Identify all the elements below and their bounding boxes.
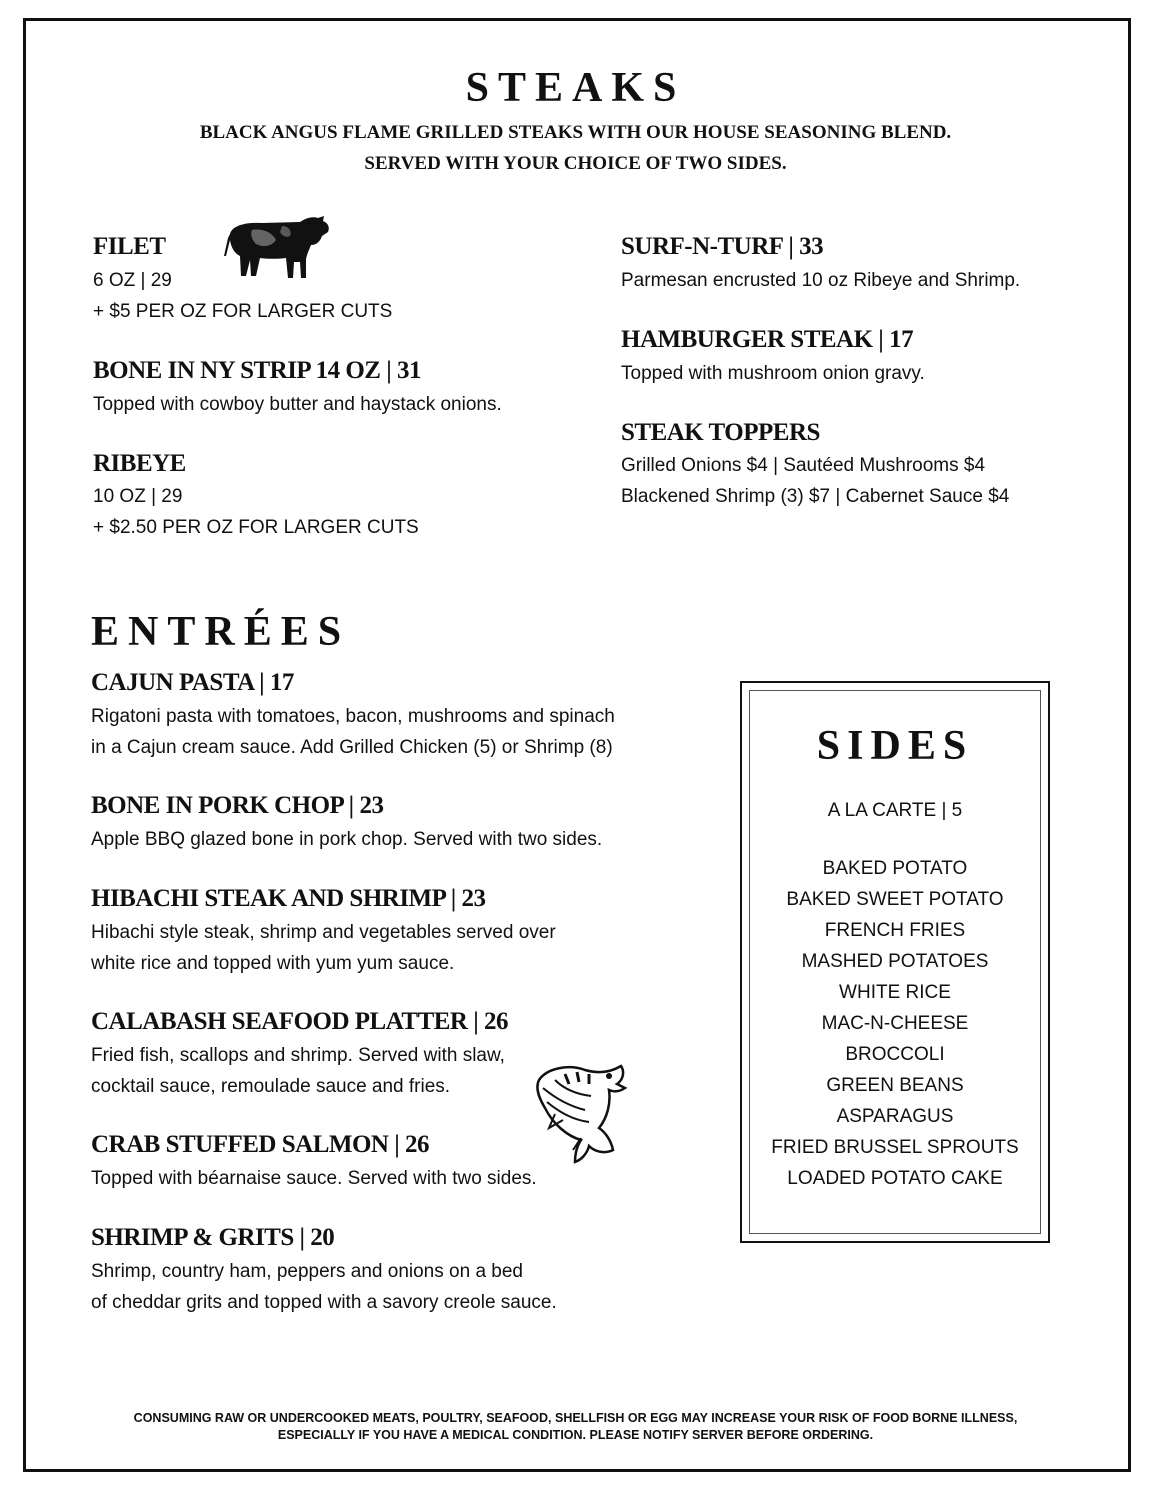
steaks-title: STEAKS (465, 65, 686, 111)
steak-toppers-name: STEAK TOPPERS (621, 419, 820, 446)
steaks-subtitle-line1: BLACK ANGUS FLAME GRILLED STEAKS WITH OUR HOUSE SEASONING BLEND. (199, 122, 952, 143)
sides-price: A LA CARTE | 5 (827, 800, 963, 821)
steak-toppers-line1: Grilled Onions $4 | Sautéed Mushrooms $4 (621, 455, 986, 476)
pork-chop-desc: Apple BBQ glazed bone in pork chop. Served with two sides. (91, 829, 603, 850)
shrimp-grits-name: SHRIMP & GRITS | 20 (91, 1224, 335, 1251)
side-item: WHITE RICE (839, 982, 951, 1003)
shrimp-grits-desc-line1: Shrimp, country ham, peppers and onions on a bed (91, 1261, 523, 1282)
cow-icon (222, 212, 332, 284)
side-item: ASPARAGUS (836, 1106, 954, 1127)
salmon-name: CRAB STUFFED SALMON | 26 (91, 1131, 429, 1158)
sides-title: SIDES (816, 723, 974, 769)
filet-name: FILET (93, 233, 166, 260)
health-disclaimer (40, 1410, 1111, 1444)
disclaimer-line1: CONSUMING RAW OR UNDERCOOKED MEATS, POULTRY, SEAFOOD, SHELLFISH OR EGG MAY INCREASE YOUR RISK OF FOOD BORNE ILLNESS, (133, 1411, 1018, 1425)
side-item: MAC-N-CHEESE (821, 1013, 969, 1034)
hamburger-steak-name: HAMBURGER STEAK | 17 (621, 326, 914, 353)
side-item: LOADED POTATO CAKE (787, 1168, 1003, 1189)
shrimp-grits-desc-line2: of cheddar grits and topped with a savory creole sauce. (91, 1292, 557, 1313)
calabash-desc-line1: Fried fish, scallops and shrimp. Served with slaw, (91, 1045, 505, 1066)
calabash-name: CALABASH SEAFOOD PLATTER | 26 (91, 1008, 508, 1035)
cajun-pasta-name: CAJUN PASTA | 17 (91, 669, 294, 696)
hibachi-desc-line1: Hibachi style steak, shrimp and vegetables served over (91, 922, 556, 943)
salmon-desc: Topped with béarnaise sauce. Served with two sides. (91, 1168, 537, 1189)
steak-toppers-line2: Blackened Shrimp (3) $7 | Cabernet Sauce $4 (621, 486, 1010, 507)
hibachi-desc-line2: white rice and topped with yum yum sauce. (91, 953, 455, 974)
entrees-title: ENTRÉES (91, 609, 351, 655)
cajun-pasta-desc-line1: Rigatoni pasta with tomatoes, bacon, mushrooms and spinach (91, 706, 615, 727)
surf-n-turf-desc: Parmesan encrusted 10 oz Ribeye and Shrimp. (621, 270, 1021, 291)
cajun-pasta-desc-line2: in a Cajun cream sauce. Add Grilled Chicken (5) or Shrimp (8) (91, 737, 613, 758)
ribeye-name: RIBEYE (93, 450, 186, 477)
fish-icon (525, 1058, 633, 1166)
side-item: FRIED BRUSSEL SPROUTS (771, 1137, 1019, 1158)
ribeye-price: 10 OZ | 29 (93, 486, 183, 507)
surf-n-turf-name: SURF-N-TURF | 33 (621, 233, 824, 260)
side-item: BAKED POTATO (822, 858, 968, 879)
side-item: FRENCH FRIES (824, 920, 966, 941)
pork-chop-name: BONE IN PORK CHOP | 23 (91, 792, 384, 819)
filet-note: + $5 PER OZ FOR LARGER CUTS (93, 301, 393, 322)
filet-price: 6 OZ | 29 (93, 270, 172, 291)
side-item: BAKED SWEET POTATO (786, 889, 1004, 910)
side-item: MASHED POTATOES (801, 951, 989, 972)
side-item: BROCCOLI (845, 1044, 945, 1065)
sides-list (740, 853, 1050, 1194)
steaks-subtitle-line2: SERVED WITH YOUR CHOICE OF TWO SIDES. (364, 153, 787, 174)
hibachi-name: HIBACHI STEAK AND SHRIMP | 23 (91, 885, 486, 912)
ribeye-note: + $2.50 PER OZ FOR LARGER CUTS (93, 517, 419, 538)
disclaimer-line2: ESPECIALLY IF YOU HAVE A MEDICAL CONDITION. PLEASE NOTIFY SERVER BEFORE ORDERING. (277, 1428, 874, 1442)
hamburger-steak-desc: Topped with mushroom onion gravy. (621, 363, 925, 384)
ny-strip-desc: Topped with cowboy butter and haystack onions. (93, 394, 502, 415)
side-item: GREEN BEANS (826, 1075, 964, 1096)
ny-strip-name: BONE IN NY STRIP 14 OZ | 31 (93, 357, 421, 384)
calabash-desc-line2: cocktail sauce, remoulade sauce and fries. (91, 1076, 451, 1097)
